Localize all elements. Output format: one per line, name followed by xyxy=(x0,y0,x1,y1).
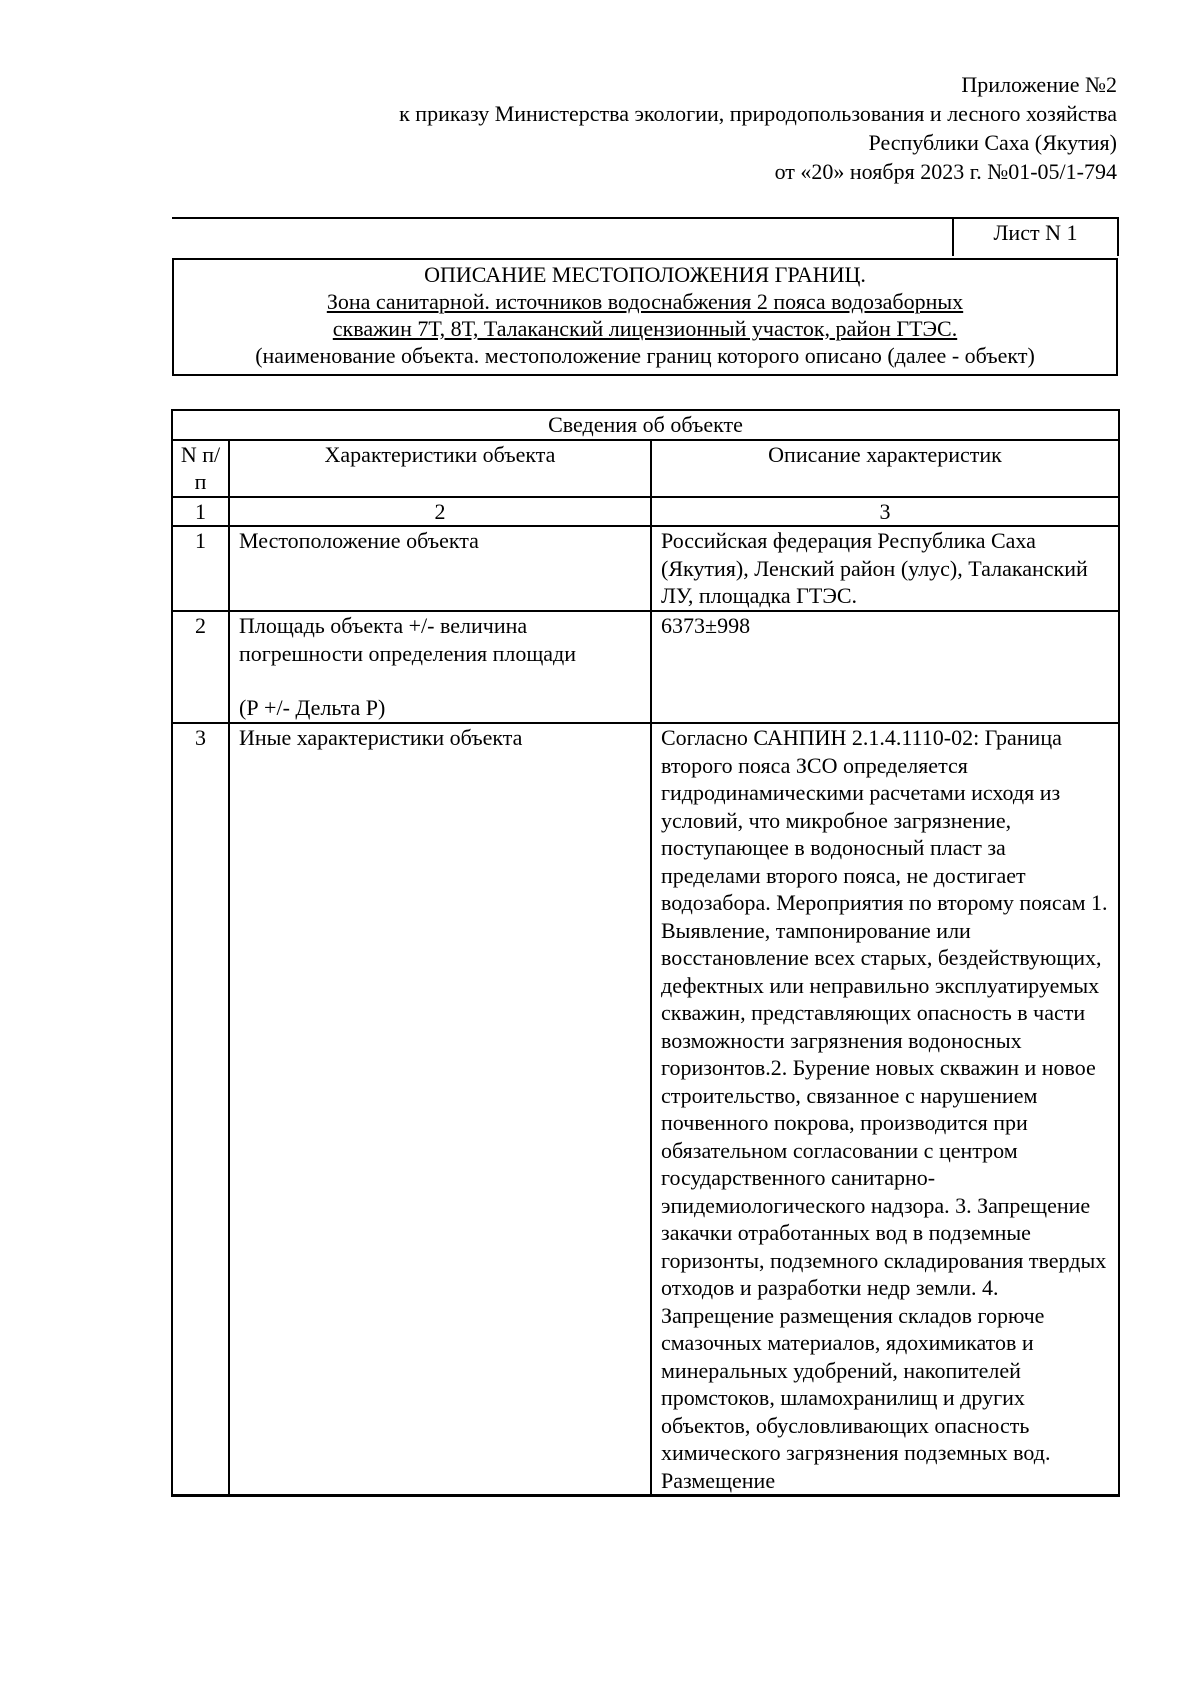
table-caption-row xyxy=(172,410,1119,440)
row-number: 2 xyxy=(172,611,229,723)
table-index-row xyxy=(172,497,1119,527)
table-row xyxy=(172,723,1119,1496)
appendix-number: Приложение №2 xyxy=(961,72,1117,97)
object-name-line-2: скважин 7Т, 8Т, Талаканский лицензионный участок, район ГТЭС. xyxy=(332,316,958,341)
column-header-number: N п/п xyxy=(172,440,229,497)
title-box xyxy=(172,258,1118,376)
index-cell: 2 xyxy=(229,497,651,527)
table-header-row xyxy=(172,440,1119,497)
object-name-caption: (наименование объекта. местоположение границ которого описано (далее - объект) xyxy=(255,343,1035,368)
table-row xyxy=(172,611,1119,723)
order-reference: к приказу Министерства экологии, природопользования и лесного хозяйства xyxy=(399,101,1117,126)
row-characteristic-formula: (Р +/- Дельта Р) xyxy=(239,695,386,720)
row-number: 3 xyxy=(172,723,229,1496)
column-header-characteristic: Характеристики объекта xyxy=(229,440,651,497)
row-number: 1 xyxy=(172,526,229,611)
row-characteristic-cell xyxy=(229,611,651,723)
document-header xyxy=(399,70,1117,186)
row-description: Российская федерация Республика Саха (Якутия), Ленский район (улус), Талаканский ЛУ, площадка ГТЭС. xyxy=(651,526,1119,611)
object-info-table xyxy=(171,409,1120,1497)
row-characteristic: Площадь объекта +/- величина погрешности определения площади xyxy=(239,613,577,666)
column-header-description: Описание характеристик xyxy=(651,440,1119,497)
row-description: Согласно САНПИН 2.1.4.1110-02: Граница второго пояса ЗСО определяется гидродинамическими расчетами исходя из условий, что микробное загрязнение, поступающее в водоносный пласт за пределами второго пояса, не достигает водозабора. Мероприятия по второму поясам 1. Выявление, тампонирование или восстановление всех старых, бездействующих, дефектных или неправильно эксплуатируемых скважин, представляющих опасность в части возможности загрязнения водоносных горизонтов.2. Бурение новых скважин и новое строительство, связанное с нарушением почвенного покрова, производится при обязательном согласовании с центром государственного санитарно-эпидемиологического надзора. 3. Запрещение закачки отработанных вод в подземные горизонты, подземного складирования твердых отходов и разработки недр земли. 4. Запрещение размещения складов горюче смазочных материалов, ядохимикатов и минеральных удобрений, накопителей промстоков, шламохранилищ и других объектов, обусловливающих опасность химического загрязнения подземных вод. Размещение xyxy=(651,723,1119,1496)
republic-name: Республики Саха (Якутия) xyxy=(868,130,1117,155)
row-characteristic: Иные характеристики объекта xyxy=(229,723,651,1496)
order-date: от «20» ноября 2023 г. №01-05/1-794 xyxy=(774,159,1117,184)
index-cell: 3 xyxy=(651,497,1119,527)
row-description: 6373±998 xyxy=(651,611,1119,723)
sheet-label: Лист N 1 xyxy=(952,217,1119,256)
table-row xyxy=(172,526,1119,611)
title-heading: ОПИСАНИЕ МЕСТОПОЛОЖЕНИЯ ГРАНИЦ. xyxy=(424,262,866,287)
row-characteristic: Местоположение объекта xyxy=(229,526,651,611)
object-name-line-1: Зона санитарной. источников водоснабжения 2 пояса водозаборных xyxy=(326,289,964,314)
table-caption: Сведения об объекте xyxy=(172,410,1119,440)
index-cell: 1 xyxy=(172,497,229,527)
